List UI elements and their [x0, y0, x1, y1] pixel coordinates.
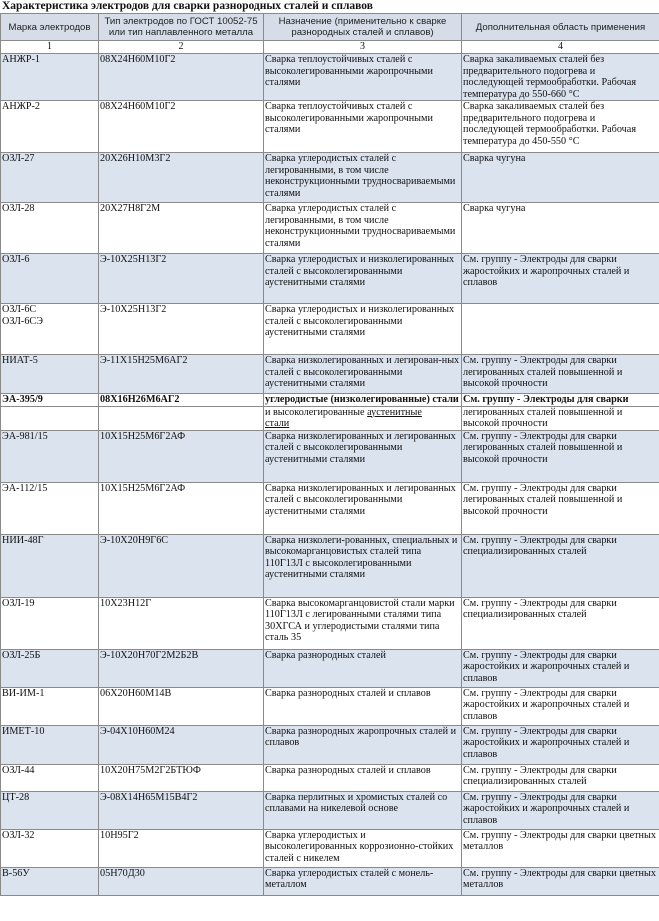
header-row — [1, 14, 659, 41]
cell-type: 10Х15Н25М6Г2АФ — [99, 482, 264, 534]
table-row — [1, 394, 659, 407]
cell-mark: НИИ-48Г — [1, 534, 99, 597]
table-row — [1, 791, 659, 829]
cell-mark: ОЗЛ-19 — [1, 597, 99, 649]
cell-mark: ОЗЛ-28 — [1, 203, 99, 254]
cell-purpose: Сварка низколеги-рованных, специальных и высокомарганцовистых сталей типа 110Г13Л с высоколегированными аустенитными сталями — [264, 534, 462, 597]
table-row — [1, 406, 659, 430]
purpose-text: и высоколегированные — [265, 406, 368, 418]
cell-mark: ОЗЛ-44 — [1, 764, 99, 791]
cell-purpose: Сварка низколегированных и легированных сталей с высоколегированными аустенитными сталями — [264, 430, 462, 482]
table-row — [1, 54, 659, 101]
table-row — [1, 649, 659, 687]
cell-extra: См. группу - Электроды для сварки жаростойких и жаропрочных сталей и сплавов — [462, 791, 659, 829]
mark-line: ОЗЛ-6СЭ — [2, 315, 43, 327]
cell-mark: ЦТ-28 — [1, 791, 99, 829]
cell-type: Э-11Х15Н25М6АГ2 — [99, 355, 264, 394]
cell-mark: ОЗЛ-27 — [1, 153, 99, 203]
cell-extra: См. группу - Электроды для сварки легированных сталей повышенной и высокой прочности — [462, 355, 659, 394]
cell-extra: См. группу - Электроды для сварки специализированных сталей — [462, 534, 659, 597]
cell-purpose — [264, 153, 462, 203]
cell-extra: Сварка чугуна — [462, 203, 659, 254]
cell-purpose: углеродистые (низколегированные) стали — [264, 394, 462, 407]
table-row — [1, 725, 659, 764]
table-row — [1, 101, 659, 153]
cell-extra: Сварка закаливаемых сталей без предварительного подогрева и последующей термообработки. Рабочая температура до 550-660 °С — [462, 54, 659, 101]
column-header-type: Тип электродов по ГОСТ 10052-75 или тип наплавленного металла — [99, 14, 264, 41]
column-number: 3 — [264, 41, 462, 54]
cell-mark: АНЖР-1 — [1, 54, 99, 101]
table-row — [1, 153, 659, 203]
cell-mark: ОЗЛ-32 — [1, 829, 99, 867]
cell-extra: См. группу - Электроды для сварки легированных сталей повышенной и высокой прочности — [462, 430, 659, 482]
cell-purpose-text: Сварка углеродистых сталей с легированными, в том числе неконструкционными трудносвариваемыми сталями — [265, 203, 456, 249]
cell-type: Э-04Х10Н60М24 — [99, 725, 264, 764]
cell-extra — [462, 304, 659, 355]
table-row — [1, 254, 659, 304]
table-row — [1, 829, 659, 867]
cell-extra: См. группу - Электроды для сварки специализированных сталей — [462, 764, 659, 791]
cell-purpose — [264, 203, 462, 254]
table-row — [1, 430, 659, 482]
cell-type: 10Х20Н75М2Г2БТЮФ — [99, 764, 264, 791]
cell-type: 08Х24Н60М10Г2 — [99, 54, 264, 101]
column-header-extra: Дополнительная область применения — [462, 14, 659, 41]
cell-purpose: Сварка теплоустойчивых сталей с высоколегированными жаропрочными сталями — [264, 101, 462, 153]
mark-line: ОЗЛ-6С — [2, 304, 37, 315]
cell-purpose: Сварка высокомарганцовистой стали марки 110Г13Л с легированными сталями типа 30ХГСА и углеродистыми сталями типа сталь 35 — [264, 597, 462, 649]
cell-extra: См. группу - Электроды для сварки специализированных сталей — [462, 597, 659, 649]
cell-type: Э-10Х20Н9Г6С — [99, 534, 264, 597]
cell-type: 06Х20Н60М14В — [99, 687, 264, 725]
purpose-underlined-text: аустенитные — [367, 406, 422, 418]
cell-purpose: Сварка теплоустойчивых сталей с высоколегированными жаропрочными сталями — [264, 54, 462, 101]
cell-extra: См. группу - Электроды для сварки жаростойких и жаропрочных сталей и сплавов — [462, 725, 659, 764]
cell-extra: См. группу - Электроды для сварки жаростойких и жаропрочных сталей и сплавов — [462, 254, 659, 304]
cell-mark: ОЗЛ-6 — [1, 254, 99, 304]
cell-purpose: Сварка низколегированных и легирован-ных сталей с высоколегированными аустенитными сталями — [264, 355, 462, 394]
cell-extra: См. группу - Электроды для сварки — [462, 394, 659, 407]
table-row — [1, 597, 659, 649]
cell-type: 08Х24Н60М10Г2 — [99, 101, 264, 153]
cell-mark: АНЖР-2 — [1, 101, 99, 153]
table-row — [1, 687, 659, 725]
cell-mark — [1, 304, 99, 355]
cell-purpose — [264, 406, 462, 430]
cell-type: 10Х15Н25М6Г2АФ — [99, 430, 264, 482]
cell-extra: См. группу - Электроды для сварки легированных сталей повышенной и высокой прочности — [462, 482, 659, 534]
page-title: Характеристика электродов для сварки разнородных сталей и сплавов — [2, 0, 373, 12]
table-row — [1, 203, 659, 254]
cell-mark: В-56У — [1, 867, 99, 895]
cell-type: Э-10Х20Н70Г2М2Б2В — [99, 649, 264, 687]
cell-purpose: Сварка разнородных сталей и сплавов — [264, 764, 462, 791]
cell-purpose: Сварка углеродистых и низколегированных сталей с высоколегированными аустенитными сталями — [264, 254, 462, 304]
cell-type: 10Х23Н12Г — [99, 597, 264, 649]
cell-mark: ЭА-395/9 — [1, 394, 99, 407]
cell-extra: См. группу - Электроды для сварки жаростойких и жаропрочных сталей и сплавов — [462, 687, 659, 725]
cell-purpose-text: Сварка углеродистых сталей с легированными, в том числе неконструкционными трудносвариваемыми сталями — [265, 153, 456, 199]
cell-purpose: Сварка разнородных жаропрочных сталей и сплавов — [264, 725, 462, 764]
cell-mark: ЭА-981/15 — [1, 430, 99, 482]
table-row — [1, 867, 659, 895]
cell-purpose: Сварка углеродистых сталей с монель-металлом — [264, 867, 462, 895]
cell-type: 05Н70Д30 — [99, 867, 264, 895]
cell-mark: НИАТ-5 — [1, 355, 99, 394]
electrodes-table — [0, 13, 659, 896]
cell-purpose: Сварка низколегированных и легированных сталей с высоколегированными аустенитными сталями — [264, 482, 462, 534]
column-number: 2 — [99, 41, 264, 54]
cell-type: 20Х26Н10М3Г2 — [99, 153, 264, 203]
cell-type: 08Х16Н26М6АГ2 — [99, 394, 264, 407]
cell-type: Э-10Х25Н13Г2 — [99, 304, 264, 355]
cell-mark: ЭА-112/15 — [1, 482, 99, 534]
cell-type: Э-08Х14Н65М15В4Г2 — [99, 791, 264, 829]
cell-extra: См. группу - Электроды для сварки жаростойких и жаропрочных сталей и сплавов — [462, 649, 659, 687]
cell-extra: легированных сталей повышенной и высокой прочности — [462, 406, 659, 430]
purpose-underlined-text: стали — [265, 418, 290, 429]
cell-type: 10Н95Г2 — [99, 829, 264, 867]
cell-purpose: Сварка разнородных сталей и сплавов — [264, 687, 462, 725]
cell-purpose: Сварка углеродистых и низколегированных сталей с высоколегированными аустенитными сталями — [264, 304, 462, 355]
cell-mark: ИМЕТ-10 — [1, 725, 99, 764]
cell-type: 20Х27Н8Г2М — [99, 203, 264, 254]
cell-type: Э-10Х25Н13Г2 — [99, 254, 264, 304]
cell-extra: Сварка закаливаемых сталей без предварительного подогрева и последующей термообработки. Рабочая температура до 450-550 °С — [462, 101, 659, 153]
column-number-row — [1, 41, 659, 54]
column-header-mark: Марка электродов — [1, 14, 99, 41]
cell-extra: См. группу - Электроды для сварки цветных металлов — [462, 867, 659, 895]
cell-purpose: Сварка перлитных и хромистых сталей со сплавами на никелевой основе — [264, 791, 462, 829]
cell-purpose: Сварка углеродистых и высоколегированных коррозионно-стойких сталей с никелем — [264, 829, 462, 867]
cell-mark: ВИ-ИМ-1 — [1, 687, 99, 725]
column-header-purpose: Назначение (применительно к сварке разнородных сталей и сплавов) — [264, 14, 462, 41]
cell-extra: Сварка чугуна — [462, 153, 659, 203]
cell-extra: См. группу - Электроды для сварки цветных металлов — [462, 829, 659, 867]
table-row — [1, 304, 659, 355]
cell-purpose: Сварка разнородных сталей — [264, 649, 462, 687]
column-number: 4 — [462, 41, 659, 54]
cell-mark: ОЗЛ-25Б — [1, 649, 99, 687]
table-row — [1, 534, 659, 597]
column-number: 1 — [1, 41, 99, 54]
table-row — [1, 355, 659, 394]
table-row — [1, 482, 659, 534]
table-row — [1, 764, 659, 791]
